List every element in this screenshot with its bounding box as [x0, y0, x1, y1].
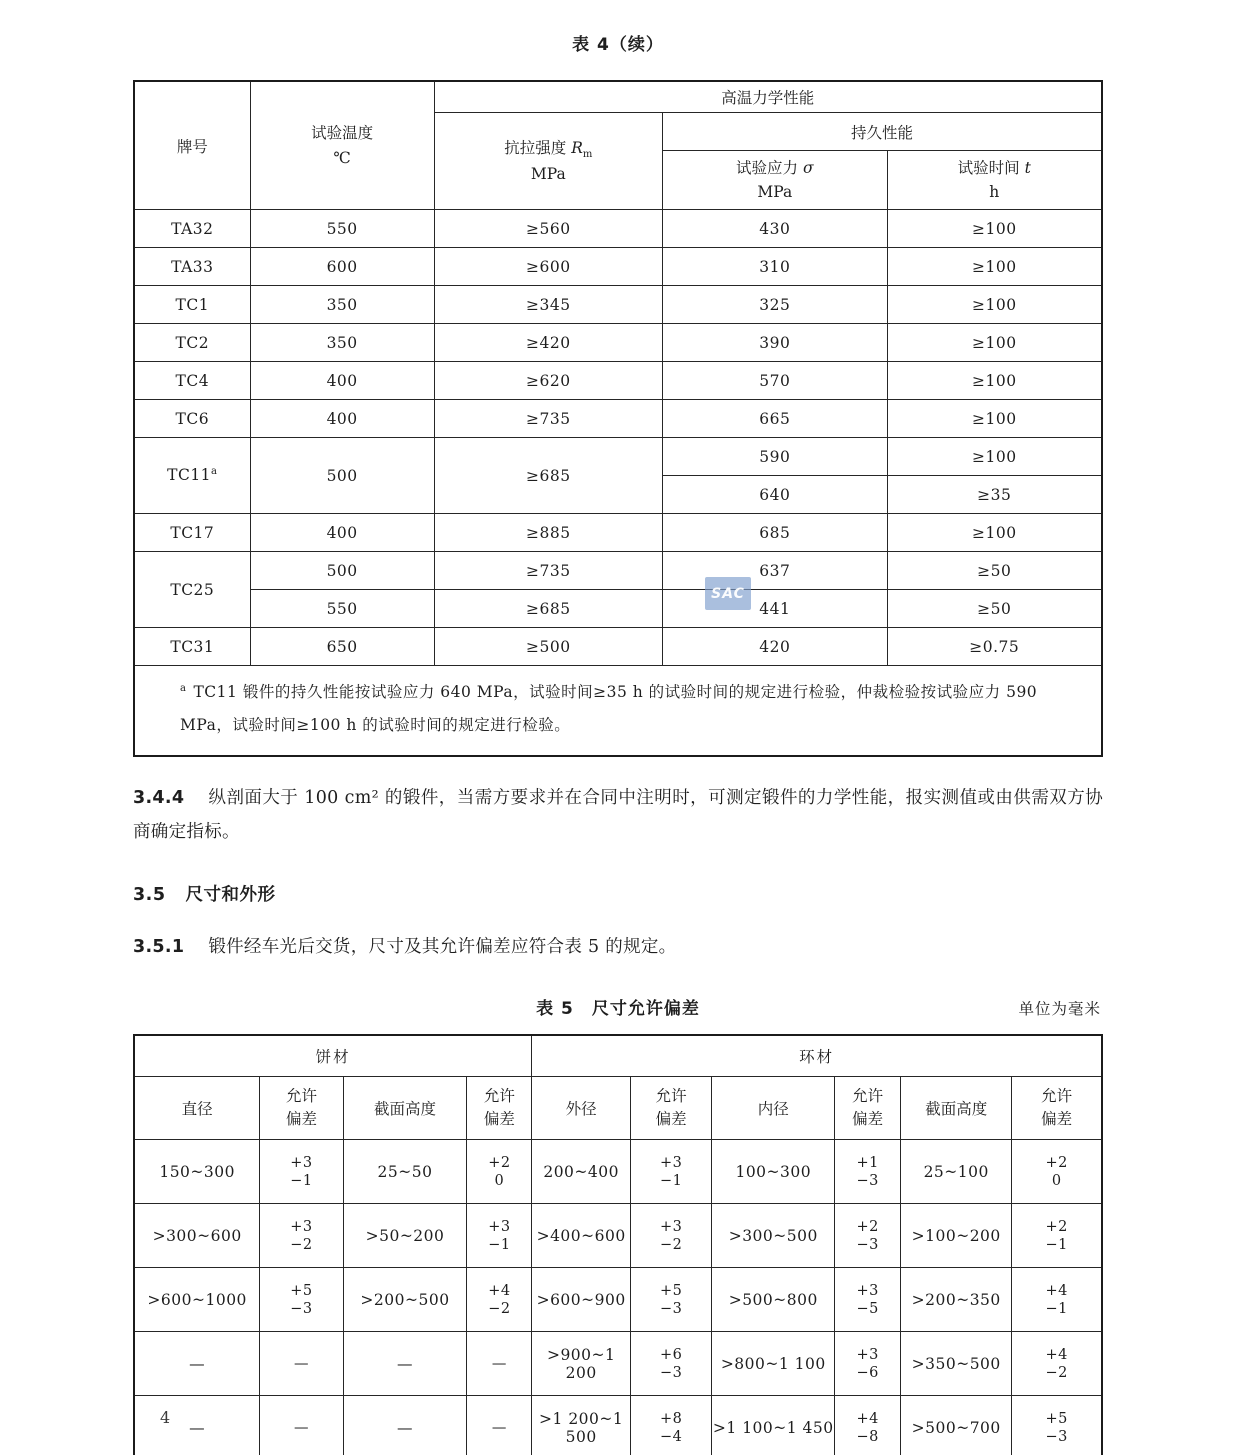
tolerance-cell: [467, 1268, 532, 1332]
tensile-symbol: R: [571, 138, 583, 157]
table-row: [134, 400, 1102, 438]
table-cell: 650: [250, 628, 434, 666]
tolerance-plus: +3: [488, 1218, 511, 1235]
stress-symbol: σ: [802, 158, 814, 177]
table-cell: ≥0.75: [887, 628, 1102, 666]
table-row: [134, 362, 1102, 400]
table-cell: >800~1 100: [712, 1332, 835, 1396]
tolerance-label-line1: 允许: [852, 1087, 884, 1106]
tolerance-plus: +3: [290, 1154, 313, 1171]
tolerance-cell: [631, 1332, 712, 1396]
tolerance-cell: [835, 1140, 901, 1204]
table-cell: 570: [663, 362, 888, 400]
table-cell: 350: [250, 324, 434, 362]
table-cell: 310: [663, 248, 888, 286]
header-test-temperature-unit: ℃: [333, 148, 351, 167]
table-cell: —: [134, 1332, 260, 1396]
tolerance-cell: [467, 1396, 532, 1455]
header-endurance: 持久性能: [663, 113, 1103, 151]
table-row: [134, 81, 1102, 113]
table-cell: >300~500: [712, 1204, 835, 1268]
table-cell: 500: [250, 552, 434, 590]
table-row: [134, 552, 1102, 590]
table-cell: >350~500: [901, 1332, 1012, 1396]
section-title: 尺寸和外形: [185, 885, 276, 906]
table-cell: 325: [663, 286, 888, 324]
tolerance-minus: −3: [856, 1172, 879, 1189]
header-test-time: [887, 151, 1102, 210]
header-test-time-label: [888, 156, 1101, 180]
table-row: [134, 438, 1102, 476]
header-test-temperature-label: 试验温度: [311, 124, 374, 143]
table-cell: 200~400: [532, 1140, 631, 1204]
tolerance-cell: [260, 1396, 343, 1455]
table-row: [134, 1396, 1102, 1455]
tolerance-cell: [260, 1204, 343, 1268]
table4-footnote: [134, 666, 1102, 757]
tolerance-cell: [467, 1140, 532, 1204]
tolerance-plus: —: [491, 1355, 507, 1372]
table-cell: ≥100: [887, 324, 1102, 362]
table-cell: ≥345: [434, 286, 662, 324]
tolerance-cell: [835, 1332, 901, 1396]
tolerance-plus: +2: [856, 1218, 879, 1235]
table-cell: ≥735: [434, 552, 662, 590]
tolerance-plus: +4: [856, 1410, 879, 1427]
tolerance-minus: −3: [659, 1364, 683, 1381]
tolerance-cell: [1012, 1140, 1102, 1204]
page-number: 4: [160, 1408, 171, 1427]
table-cell: ≥685: [434, 590, 662, 628]
table5-unit-note: 单位为毫米: [1018, 1000, 1101, 1019]
footnote-marker: a: [211, 466, 218, 478]
header-test-stress: [663, 151, 888, 210]
header-group-ring: 环材: [532, 1035, 1102, 1077]
tolerance-plus: +3: [856, 1346, 879, 1363]
table-cell: —: [134, 1396, 260, 1455]
table-cell: TA33: [134, 248, 250, 286]
tolerance-plus: +3: [659, 1218, 683, 1235]
table-cell: >200~500: [343, 1268, 467, 1332]
tolerance-minus: −8: [856, 1428, 879, 1445]
table-cell: 100~300: [712, 1140, 835, 1204]
table-cell: 600: [250, 248, 434, 286]
clause-number: 3.4.4: [133, 788, 185, 809]
table5-dimension-tolerances: [133, 1034, 1103, 1455]
table-row: [134, 514, 1102, 552]
tolerance-plus: —: [293, 1419, 309, 1436]
table-cell: >400~600: [532, 1204, 631, 1268]
table-cell: 550: [250, 590, 434, 628]
tolerance-minus: −3: [659, 1300, 683, 1317]
tolerance-plus: +2: [1045, 1154, 1068, 1171]
table-row: [134, 628, 1102, 666]
tolerance-cell: [1012, 1204, 1102, 1268]
table-cell: 400: [250, 362, 434, 400]
table-cell: >600~900: [532, 1268, 631, 1332]
table-cell: 637: [663, 552, 888, 590]
tolerance-label-line2: 偏差: [1041, 1110, 1073, 1129]
clause-text: 锻件经车光后交货，尺寸及其允许偏差应符合表 5 的规定。: [208, 937, 677, 958]
table-cell: —: [343, 1396, 467, 1455]
table-cell: 640: [663, 476, 888, 514]
table-row: [134, 286, 1102, 324]
header-tolerance: [631, 1077, 712, 1140]
table-cell: ≥885: [434, 514, 662, 552]
header-high-temp-properties: 高温力学性能: [434, 81, 1102, 113]
tolerance-minus: −4: [659, 1428, 683, 1445]
tolerance-cell: [835, 1204, 901, 1268]
table-cell: ≥560: [434, 210, 662, 248]
tolerance-plus: +6: [659, 1346, 683, 1363]
header-tolerance: [1012, 1077, 1102, 1140]
table-cell: TC6: [134, 400, 250, 438]
tolerance-minus: −5: [856, 1300, 879, 1317]
tolerance-label-line2: 偏差: [285, 1110, 317, 1129]
tolerance-minus: −6: [856, 1364, 879, 1381]
tolerance-minus: −1: [290, 1172, 313, 1189]
tolerance-cell: [631, 1140, 712, 1204]
tolerance-minus: −3: [856, 1236, 879, 1253]
table-cell: >200~350: [901, 1268, 1012, 1332]
tolerance-plus: +8: [659, 1410, 683, 1427]
table-cell: 400: [250, 514, 434, 552]
tensile-label: 抗拉强度: [504, 138, 567, 157]
header-test-time-unit: h: [989, 183, 1000, 201]
table-cell: ≥735: [434, 400, 662, 438]
header-outer-diameter: 外径: [532, 1077, 631, 1140]
table-cell: ≥100: [887, 248, 1102, 286]
table-cell: ≥100: [887, 362, 1102, 400]
tolerance-minus: −1: [659, 1172, 683, 1189]
section-number: 3.5: [133, 885, 166, 906]
tolerance-cell: [467, 1332, 532, 1396]
tolerance-cell: [631, 1396, 712, 1455]
header-tolerance: [467, 1077, 532, 1140]
clause-3-4-4: [133, 781, 1103, 849]
table-cell: TC4: [134, 362, 250, 400]
stress-label: 试验应力: [735, 158, 798, 177]
footnote-marker: a: [180, 682, 187, 694]
table-cell: ≥100: [887, 438, 1102, 476]
table-cell: 25~100: [901, 1140, 1012, 1204]
table-cell: ≥685: [434, 438, 662, 514]
tolerance-minus: 0: [1051, 1172, 1062, 1189]
table5-caption-row: [133, 994, 1103, 1018]
tolerance-cell: [835, 1268, 901, 1332]
tolerance-cell: [1012, 1396, 1102, 1455]
header-test-stress-unit: MPa: [757, 183, 793, 201]
tensile-symbol-sub: m: [582, 148, 593, 160]
tolerance-plus: +2: [1045, 1218, 1068, 1235]
tolerance-plus: —: [491, 1419, 507, 1436]
table-row: [134, 1077, 1102, 1140]
table-cell: ≥100: [887, 210, 1102, 248]
header-tolerance: [260, 1077, 343, 1140]
tolerance-minus: −2: [488, 1300, 511, 1317]
tolerance-minus: −1: [488, 1236, 511, 1253]
table-row: [134, 248, 1102, 286]
table-row: [134, 666, 1102, 757]
table-cell: 390: [663, 324, 888, 362]
table-cell: >600~1000: [134, 1268, 260, 1332]
tolerance-cell: [260, 1268, 343, 1332]
table-cell: 400: [250, 400, 434, 438]
header-brand: 牌号: [134, 81, 250, 210]
table-cell: >1 100~1 450: [712, 1396, 835, 1455]
tolerance-minus: −1: [1045, 1300, 1068, 1317]
table-cell: 350: [250, 286, 434, 324]
tolerance-plus: +3: [856, 1282, 879, 1299]
header-test-stress-label: [663, 156, 887, 180]
tolerance-label-line2: 偏差: [852, 1110, 884, 1129]
tolerance-cell: [467, 1204, 532, 1268]
table-row: [134, 1035, 1102, 1077]
header-tensile-strength: [434, 113, 662, 210]
table-cell: ≥100: [887, 286, 1102, 324]
table-cell: ≥420: [434, 324, 662, 362]
table-cell: ≥100: [887, 400, 1102, 438]
tolerance-label-line1: 允许: [285, 1087, 317, 1106]
table-cell: ≥50: [887, 552, 1102, 590]
table-cell: ≥600: [434, 248, 662, 286]
table-cell: TC1: [134, 286, 250, 324]
table-cell: 150~300: [134, 1140, 260, 1204]
header-tensile-strength-unit: MPa: [530, 165, 566, 184]
table-row: [134, 1332, 1102, 1396]
table-cell: TA32: [134, 210, 250, 248]
table-cell: >1 200~1 500: [532, 1396, 631, 1455]
tolerance-plus: —: [293, 1355, 309, 1372]
tolerance-minus: −2: [1045, 1364, 1068, 1381]
tolerance-cell: [631, 1204, 712, 1268]
table-cell: TC2: [134, 324, 250, 362]
table-cell: ≥50: [887, 590, 1102, 628]
table-cell: ≥500: [434, 628, 662, 666]
header-test-temperature: [250, 81, 434, 210]
table4-mechanical-properties: [133, 80, 1103, 757]
tolerance-plus: +1: [856, 1154, 879, 1171]
tolerance-cell: [260, 1332, 343, 1396]
tolerance-minus: −2: [659, 1236, 683, 1253]
table-row: [134, 1140, 1102, 1204]
tolerance-cell: [835, 1396, 901, 1455]
table-cell: 550: [250, 210, 434, 248]
table-row: [134, 1204, 1102, 1268]
table-cell: >900~1 200: [532, 1332, 631, 1396]
sac-watermark: SAC: [705, 577, 751, 610]
tolerance-minus: −3: [1045, 1428, 1068, 1445]
header-section-height: 截面高度: [343, 1077, 467, 1140]
table-row: [134, 590, 1102, 628]
table4-title: 表 4（续）: [572, 35, 664, 55]
table-cell: TC17: [134, 514, 250, 552]
table-cell: 665: [663, 400, 888, 438]
tolerance-plus: +5: [659, 1282, 683, 1299]
tolerance-label-line2: 偏差: [483, 1110, 515, 1129]
tolerance-minus: 0: [494, 1172, 505, 1189]
footnote-text: TC11 锻件的持久性能按试验应力 640 MPa，试验时间≥35 h 的试验时间的规定进行检验，仲裁检验按试验应力 590 MPa，试验时间≥100 h 的试验时间的规定进行检验。: [180, 683, 1038, 734]
table-cell: 420: [663, 628, 888, 666]
table-cell: >500~700: [901, 1396, 1012, 1455]
section-3-5-heading: [133, 881, 1103, 906]
header-diameter: 直径: [134, 1077, 260, 1140]
tolerance-plus: +3: [659, 1154, 683, 1171]
table-cell: 685: [663, 514, 888, 552]
table5-title: 表 5 尺寸允许偏差: [536, 999, 700, 1020]
header-group-cake: 饼材: [134, 1035, 532, 1077]
time-symbol: t: [1024, 158, 1031, 177]
tolerance-plus: +4: [488, 1282, 511, 1299]
clause-number: 3.5.1: [133, 937, 185, 958]
tolerance-plus: +4: [1045, 1282, 1068, 1299]
tolerance-plus: +2: [488, 1154, 511, 1171]
tolerance-cell: [631, 1268, 712, 1332]
table-cell: 25~50: [343, 1140, 467, 1204]
table-cell: ≥100: [887, 514, 1102, 552]
brand-text: TC11: [167, 466, 212, 485]
tolerance-plus: +5: [290, 1282, 313, 1299]
table-row: [134, 210, 1102, 248]
table-cell: TC31: [134, 628, 250, 666]
tolerance-cell: [1012, 1268, 1102, 1332]
table-cell: 590: [663, 438, 888, 476]
header-tensile-strength-label: [435, 136, 662, 163]
tolerance-minus: −3: [290, 1300, 313, 1317]
tolerance-minus: −2: [290, 1236, 313, 1253]
tolerance-label-line2: 偏差: [655, 1110, 687, 1129]
table-cell: >100~200: [901, 1204, 1012, 1268]
tolerance-plus: +5: [1045, 1410, 1068, 1427]
tolerance-label-line1: 允许: [483, 1087, 515, 1106]
tolerance-plus: +4: [1045, 1346, 1068, 1363]
table-cell: 430: [663, 210, 888, 248]
tolerance-minus: −1: [1045, 1236, 1068, 1253]
header-section-height: 截面高度: [901, 1077, 1012, 1140]
table-cell-brand-tc25: TC25: [134, 552, 250, 628]
clause-3-5-1: [133, 930, 1103, 964]
tolerance-cell: [260, 1140, 343, 1204]
table-row: [134, 324, 1102, 362]
table-cell: ≥620: [434, 362, 662, 400]
page-content: [133, 0, 1103, 1455]
tolerance-label-line1: 允许: [1041, 1087, 1073, 1106]
clause-text: 纵剖面大于 100 cm² 的锻件，当需方要求并在合同中注明时，可测定锻件的力学性能，报实测值或由供需双方协商确定指标。: [133, 788, 1103, 843]
table-row: [134, 1268, 1102, 1332]
table-cell: 500: [250, 438, 434, 514]
table-cell-brand-tc11: [134, 438, 250, 514]
table-cell: >300~600: [134, 1204, 260, 1268]
tolerance-cell: [1012, 1332, 1102, 1396]
table-cell: >500~800: [712, 1268, 835, 1332]
tolerance-plus: +3: [290, 1218, 313, 1235]
table-cell: —: [343, 1332, 467, 1396]
table-cell: >50~200: [343, 1204, 467, 1268]
time-label: 试验时间: [957, 158, 1020, 177]
header-inner-diameter: 内径: [712, 1077, 835, 1140]
header-tolerance: [835, 1077, 901, 1140]
table-cell: 441: [663, 590, 888, 628]
tolerance-label-line1: 允许: [655, 1087, 687, 1106]
table-cell: ≥35: [887, 476, 1102, 514]
